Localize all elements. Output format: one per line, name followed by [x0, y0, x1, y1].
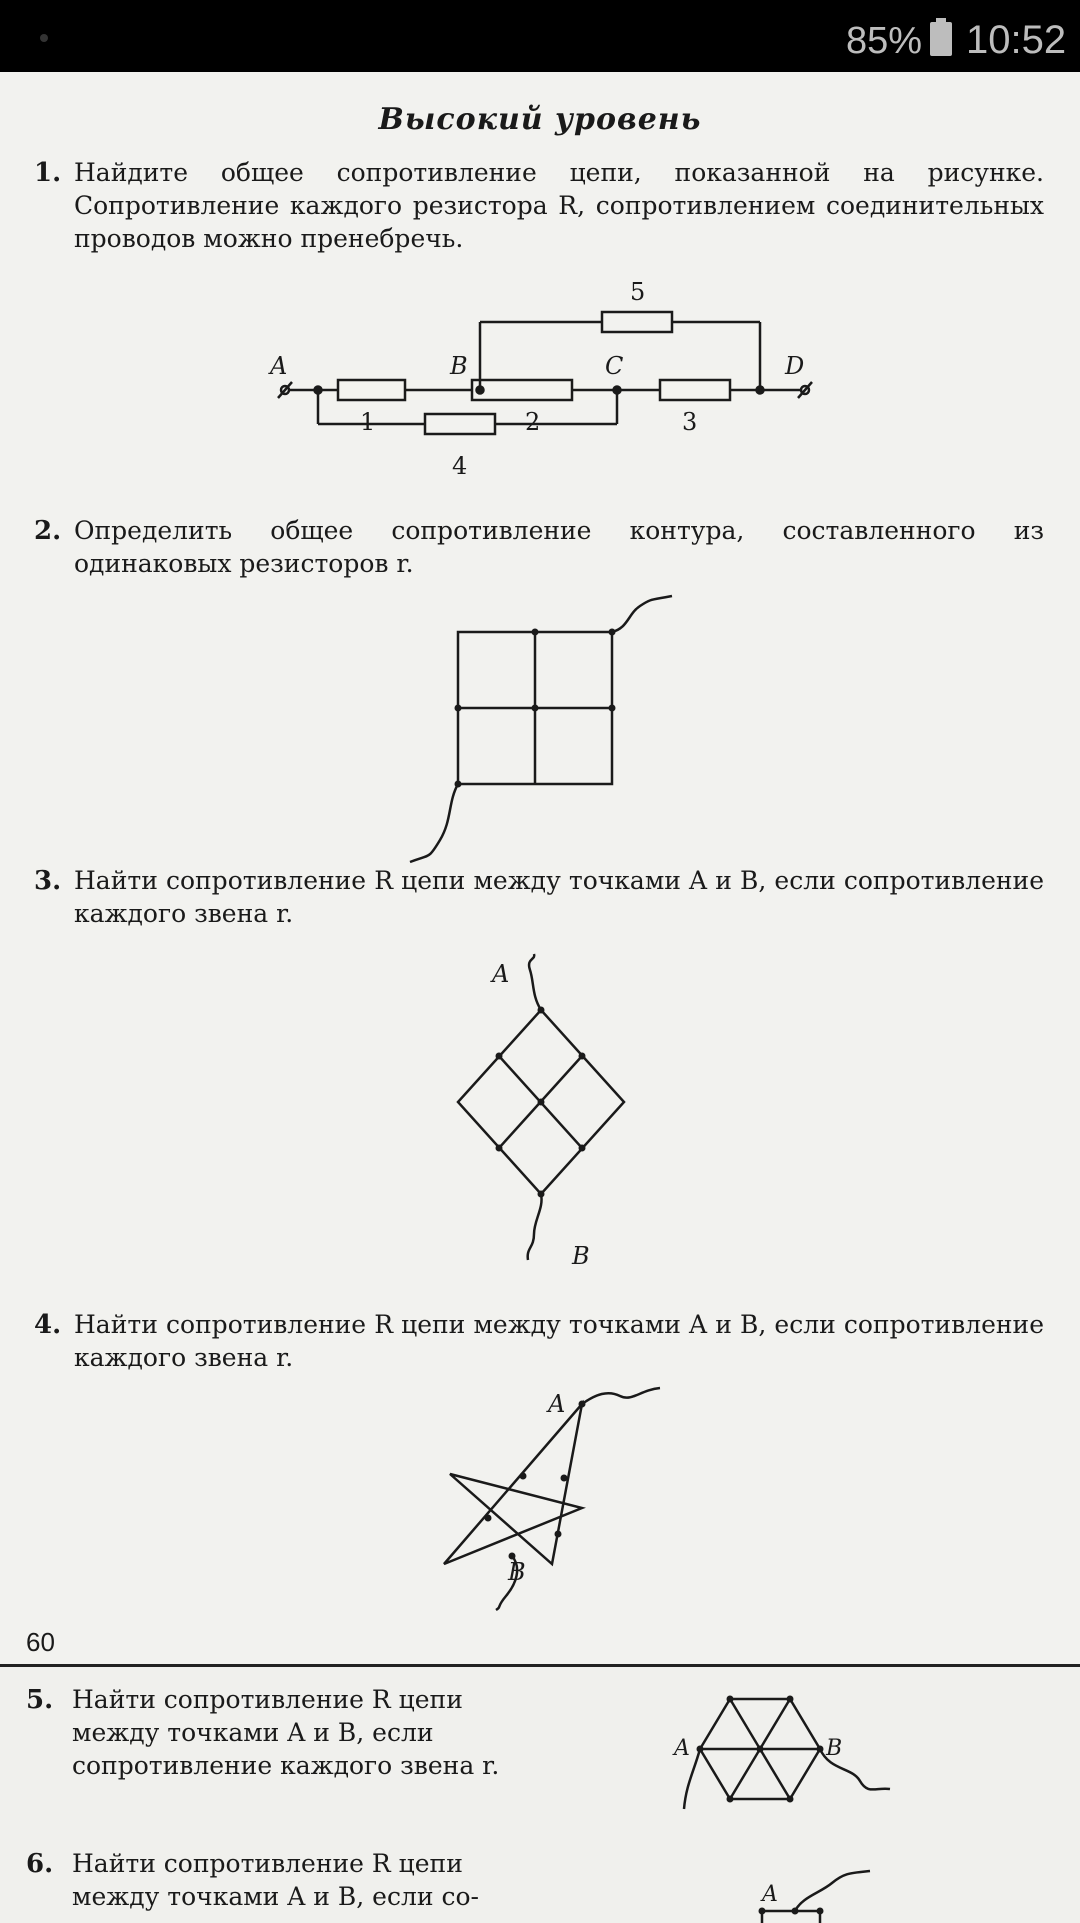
- point-a-label: A: [762, 1882, 778, 1907]
- problem-2-number: 2.: [34, 516, 62, 546]
- problem-6-text: Найти сопротивление R цепи между точками A и B, если со-: [72, 1849, 479, 1911]
- point-a-label: A: [492, 960, 510, 988]
- node-c-label: C: [605, 352, 624, 380]
- circuit-diagram-1: [260, 262, 840, 502]
- problem-3-text: Найти сопротивление R цепи между точками A и B, если сопротивление каждого звена r.: [74, 866, 1044, 928]
- resistor-3-label: 3: [682, 408, 698, 436]
- problem-4-number: 4.: [34, 1310, 62, 1340]
- textbook-page[interactable]: [0, 72, 1080, 1664]
- circuit-diagram-6-partial: [740, 1867, 880, 1923]
- resistor-5: [602, 312, 672, 332]
- problem-1-number: 1.: [34, 158, 62, 188]
- point-a-label: A: [674, 1736, 690, 1761]
- resistor-4-label: 4: [452, 452, 468, 480]
- node-a-label: A: [270, 352, 288, 380]
- point-b-label: B: [508, 1558, 526, 1586]
- page-number: 60: [26, 1627, 55, 1657]
- diamond-circuit-diagram-3: [440, 952, 650, 1272]
- problem-1-text: Найдите общее сопротивление цепи, показанной на рисунке. Сопротивление каждого резистора R, сопротивлением соединительных проводов можно пренебречь.: [74, 158, 1044, 253]
- star-circuit-diagram-4: [420, 1392, 670, 1612]
- battery-icon: [930, 18, 952, 56]
- resistor-4: [425, 414, 495, 434]
- point-b-label: B: [826, 1736, 843, 1761]
- page-heading: Высокий уровень: [378, 102, 702, 137]
- problem-3-number: 3.: [34, 866, 62, 896]
- problem-5-number: 5.: [26, 1685, 54, 1715]
- textbook-page-next[interactable]: [0, 1664, 1080, 1923]
- point-b-label: B: [572, 1242, 590, 1270]
- problem-2-text: Определить общее сопротивление контура, составленного из одинаковых резисторов r.: [74, 516, 1044, 578]
- resistor-3: [660, 380, 730, 400]
- resistor-5-label: 5: [630, 278, 646, 306]
- problem-4-text: Найти сопротивление R цепи между точками A и B, если сопротивление каждого звена r.: [74, 1310, 1044, 1372]
- problem-5-text: Найти сопротивление R цепи между точками A и B, если сопротивление каждого звена r.: [72, 1685, 500, 1780]
- point-a-label: A: [548, 1390, 566, 1418]
- notification-dot: [40, 34, 48, 42]
- status-bar: [0, 0, 1080, 72]
- clock: 10:52: [966, 18, 1067, 62]
- resistor-2: [472, 380, 572, 400]
- node-d-label: D: [785, 352, 805, 380]
- battery-percent: 85%: [846, 20, 923, 62]
- resistor-1-label: 1: [360, 408, 376, 436]
- hexagon-circuit-diagram-5: [674, 1689, 900, 1829]
- resistor-2-label: 2: [525, 408, 541, 436]
- node-b-label: B: [450, 352, 468, 380]
- problem-6-number: 6.: [26, 1849, 54, 1879]
